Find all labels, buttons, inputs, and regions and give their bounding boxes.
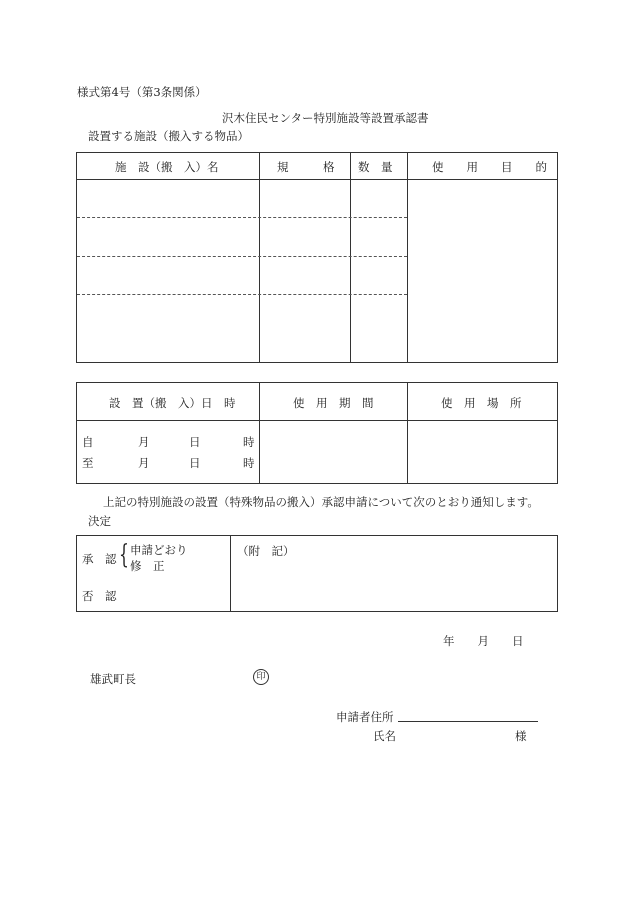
option-modified[interactable]: 修 正: [130, 559, 165, 573]
facility-name-field-4[interactable]: [77, 295, 259, 361]
location-field[interactable]: [408, 421, 556, 482]
page-title: 沢木住民センター特別施設等設置承認書: [222, 111, 429, 125]
notice-text: 上記の特別施設の設置（特殊物品の搬入）承認申請について次のとおり通知します。: [103, 495, 539, 509]
form-number: 様式第4号（第3条関係）: [77, 85, 207, 99]
mayor-label: 雄武町長: [90, 672, 136, 686]
to-hour: 時: [243, 456, 255, 470]
option-as-applied[interactable]: 申請どおり: [130, 543, 188, 557]
facility-name-field-2[interactable]: [77, 218, 259, 256]
honorific: 様: [515, 729, 527, 743]
approve-label: 承 認: [82, 552, 117, 566]
from-month: 月: [138, 435, 150, 449]
header-facility-name: 施 設（搬 入）名: [115, 160, 219, 174]
brace-icon: {: [119, 540, 129, 570]
period-field[interactable]: [260, 421, 407, 482]
decision-label: 決定: [88, 514, 111, 528]
facility-name-field-1[interactable]: [77, 180, 259, 217]
header-datetime: 設 置（搬 入）日 時: [109, 396, 236, 410]
remarks-label: （附 記）: [237, 544, 295, 558]
header-spec: 規 格: [277, 160, 335, 174]
header-purpose: 使 用 目 的: [432, 160, 547, 174]
applicant-address-field[interactable]: [398, 707, 538, 722]
from-day: 日: [189, 435, 201, 449]
seal-icon: [253, 669, 269, 685]
seal-text: 印: [256, 672, 266, 682]
applicant-address-label: 申請者住所: [336, 710, 394, 724]
from-hour: 時: [243, 435, 255, 449]
header-quantity: 数 量: [358, 160, 393, 174]
to-label: 至: [82, 456, 94, 470]
remarks-field[interactable]: [231, 560, 556, 610]
deny-label[interactable]: 否 認: [82, 589, 117, 603]
facility-name-field-3[interactable]: [77, 257, 259, 294]
header-location: 使 用 場 所: [441, 396, 522, 410]
from-label: 自: [82, 435, 94, 449]
section-label: 設置する施設（搬入する物品）: [88, 129, 249, 143]
applicant-name-field[interactable]: [400, 726, 510, 742]
applicant-name-label: 氏名: [373, 729, 396, 743]
to-day: 日: [189, 456, 201, 470]
header-period: 使 用 期 間: [293, 396, 374, 410]
to-month: 月: [138, 456, 150, 470]
purpose-field[interactable]: [408, 180, 556, 361]
date-line: 年 月 日: [443, 634, 524, 648]
